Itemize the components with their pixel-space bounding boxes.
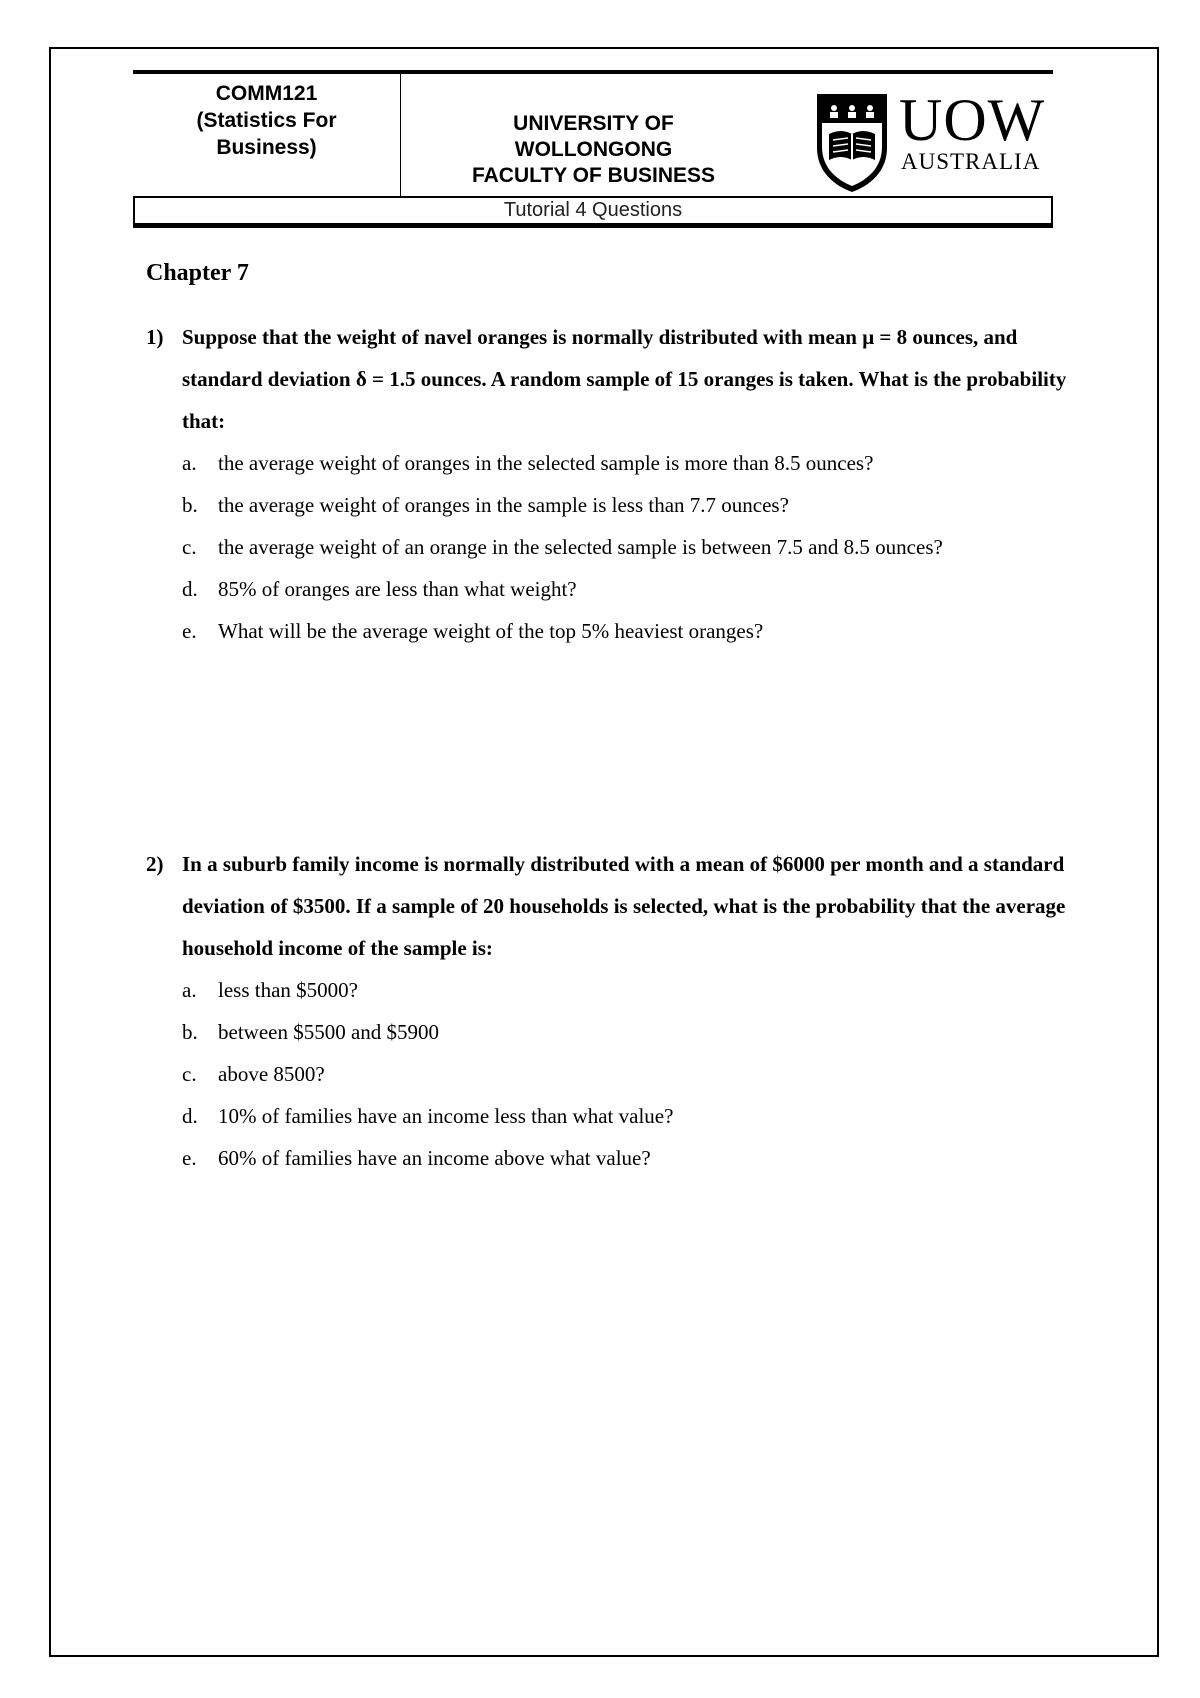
list-item bbox=[182, 610, 1082, 652]
university-line-1: UNIVERSITY OF bbox=[513, 112, 674, 135]
part-text: between $5500 and $5900 bbox=[218, 1020, 440, 1044]
university-name bbox=[401, 74, 786, 196]
part-text: What will be the average weight of the top 5% heaviest oranges? bbox=[218, 619, 764, 643]
part-letter: a. bbox=[182, 451, 197, 475]
list-item bbox=[182, 442, 1082, 484]
list-item bbox=[182, 1137, 1082, 1179]
faculty-line: FACULTY OF BUSINESS bbox=[471, 164, 716, 187]
list-item bbox=[182, 1011, 1082, 1053]
course-title bbox=[133, 74, 401, 196]
question-parts bbox=[182, 969, 1082, 1179]
list-item bbox=[182, 568, 1082, 610]
question-number: 2) bbox=[146, 852, 164, 876]
uow-logo bbox=[813, 87, 1053, 194]
list-item bbox=[182, 484, 1082, 526]
question-text: Suppose that the weight of navel oranges is normally distributed with mean μ = 8 ounces, and standard deviation δ = 1.5 ounces. A random sample of 15 oranges is taken. What is the probability that: bbox=[182, 325, 1067, 433]
part-text: 10% of families have an income less than what value? bbox=[218, 1104, 674, 1128]
part-text: the average weight of oranges in the selected sample is more than 8.5 ounces? bbox=[218, 451, 874, 475]
list-item bbox=[182, 1095, 1082, 1137]
part-text: 60% of families have an income above what value? bbox=[218, 1146, 651, 1170]
list-item bbox=[182, 969, 1082, 1011]
part-letter: d. bbox=[182, 1104, 198, 1128]
list-item bbox=[182, 526, 1082, 568]
part-letter: c. bbox=[182, 1062, 197, 1086]
course-name-line-2: Business) bbox=[216, 136, 317, 159]
list-item bbox=[182, 1053, 1082, 1095]
course-name-line-1: (Statistics For bbox=[196, 109, 337, 132]
logo-wordmark: UOW bbox=[899, 87, 1046, 153]
document-header bbox=[133, 70, 1053, 228]
part-text: 85% of oranges are less than what weight? bbox=[218, 577, 577, 601]
part-letter: e. bbox=[182, 619, 197, 643]
university-line-2: WOLLONGONG bbox=[514, 138, 673, 161]
crest-icon bbox=[813, 90, 891, 194]
question-number: 1) bbox=[146, 325, 164, 349]
part-letter: b. bbox=[182, 493, 198, 517]
chapter-heading: Chapter 7 bbox=[146, 260, 249, 286]
question-text: In a suburb family income is normally distributed with a mean of $6000 per month and a standard deviation of $3500. If a sample of 20 households is selected, what is the probability that the average household income of the sample is: bbox=[182, 852, 1066, 960]
part-letter: a. bbox=[182, 978, 197, 1002]
part-text: the average weight of an orange in the selected sample is between 7.5 and 8.5 ounces? bbox=[218, 535, 943, 559]
part-text: the average weight of oranges in the sample is less than 7.7 ounces? bbox=[218, 493, 789, 517]
part-text: above 8500? bbox=[218, 1062, 325, 1086]
tutorial-subtitle: Tutorial 4 Questions bbox=[133, 196, 1053, 228]
part-letter: b. bbox=[182, 1020, 198, 1044]
part-text: less than $5000? bbox=[218, 978, 358, 1002]
question-parts bbox=[182, 442, 1082, 652]
logo-subtext: AUSTRALIA bbox=[901, 149, 1041, 174]
part-letter: e. bbox=[182, 1146, 197, 1170]
course-code: COMM121 bbox=[215, 82, 318, 105]
part-letter: d. bbox=[182, 577, 198, 601]
part-letter: c. bbox=[182, 535, 197, 559]
